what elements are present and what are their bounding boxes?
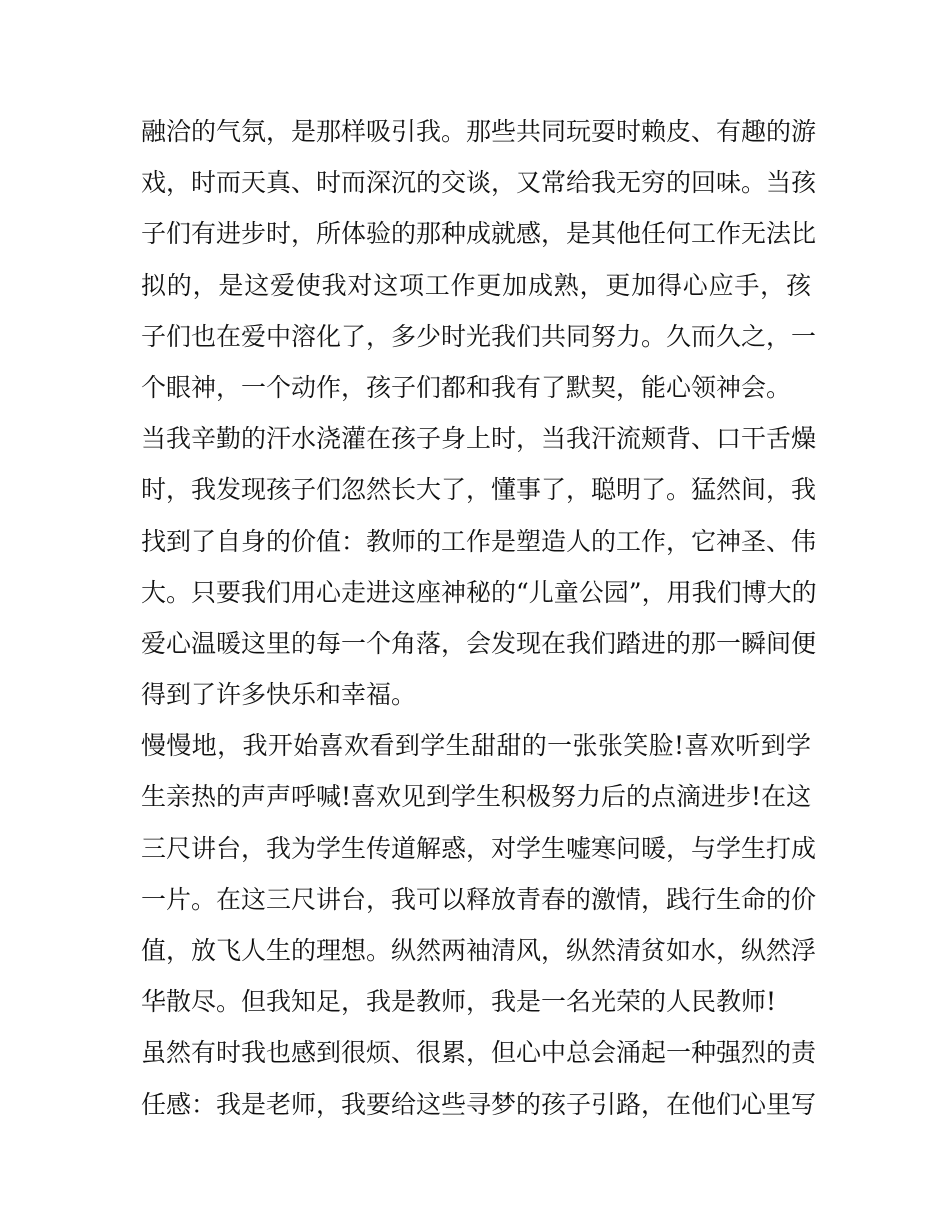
text-line: 得到了许多快乐和幸福。 xyxy=(141,680,417,710)
text-line: 当我辛勤的汗水浇灌在孩子身上时，当我汗流颊背、口干舌燥 xyxy=(141,424,817,454)
text-line: 值，放飞人生的理想。纵然两袖清风，纵然清贫如水，纵然浮 xyxy=(141,936,817,965)
text-line: 拟的，是这爱使我对这项工作更加成熟，更加得心应手，孩 xyxy=(141,270,811,300)
text-line: 个眼神，一个动作，孩子们都和我有了默契，能心领神会。 xyxy=(141,372,792,402)
text-line: 三尺讲台，我为学生传道解惑，对学生嘘寒问暖，与学生打成 xyxy=(141,833,817,863)
text-line: 子们也在爱中溶化了，多少时光我们共同努力。久而久之，一 xyxy=(141,321,817,351)
text-line: 虽然有时我也感到很烦、很累，但心中总会涌起一种强烈的责 xyxy=(141,1038,817,1068)
text-line: 子们有进步时，所体验的那种成就感，是其他任何工作无法比 xyxy=(141,219,817,249)
text-line: 任感：我是老师，我要给这些寻梦的孩子引路，在他们心里写 xyxy=(141,1089,817,1119)
text-line: 时，我发现孩子们忽然长大了，懂事了，聪明了。猛然间，我 xyxy=(141,475,817,505)
text-line: 融洽的气氛，是那样吸引我。那些共同玩耍时赖皮、有趣的游 xyxy=(141,117,817,146)
text-line: 慢慢地，我开始喜欢看到学生甜甜的一张张笑脸!喜欢听到学 xyxy=(141,731,811,761)
text-line: 爱心温暖这里的每一个角落，会发现在我们踏进的那一瞬间便 xyxy=(141,628,817,658)
text-line: 大。只要我们用心走进这座神秘的“儿童公园”，用我们博大的 xyxy=(141,577,817,607)
text-line: 一片。在这三尺讲台，我可以释放青春的激情，践行生命的价 xyxy=(141,884,817,914)
text-line: 华散尽。但我知足，我是教师，我是一名光荣的人民教师! xyxy=(141,987,777,1017)
text-line: 找到了自身的价值：教师的工作是塑造人的工作，它神圣、伟 xyxy=(141,526,817,556)
text-line: 生亲热的声声呼喊!喜欢见到学生积极努力后的点滴进步!在这 xyxy=(141,782,812,812)
body-text xyxy=(141,106,817,1130)
text-line: 戏，时而天真、时而深沉的交谈，又常给我无穷的回味。当孩 xyxy=(141,168,817,198)
